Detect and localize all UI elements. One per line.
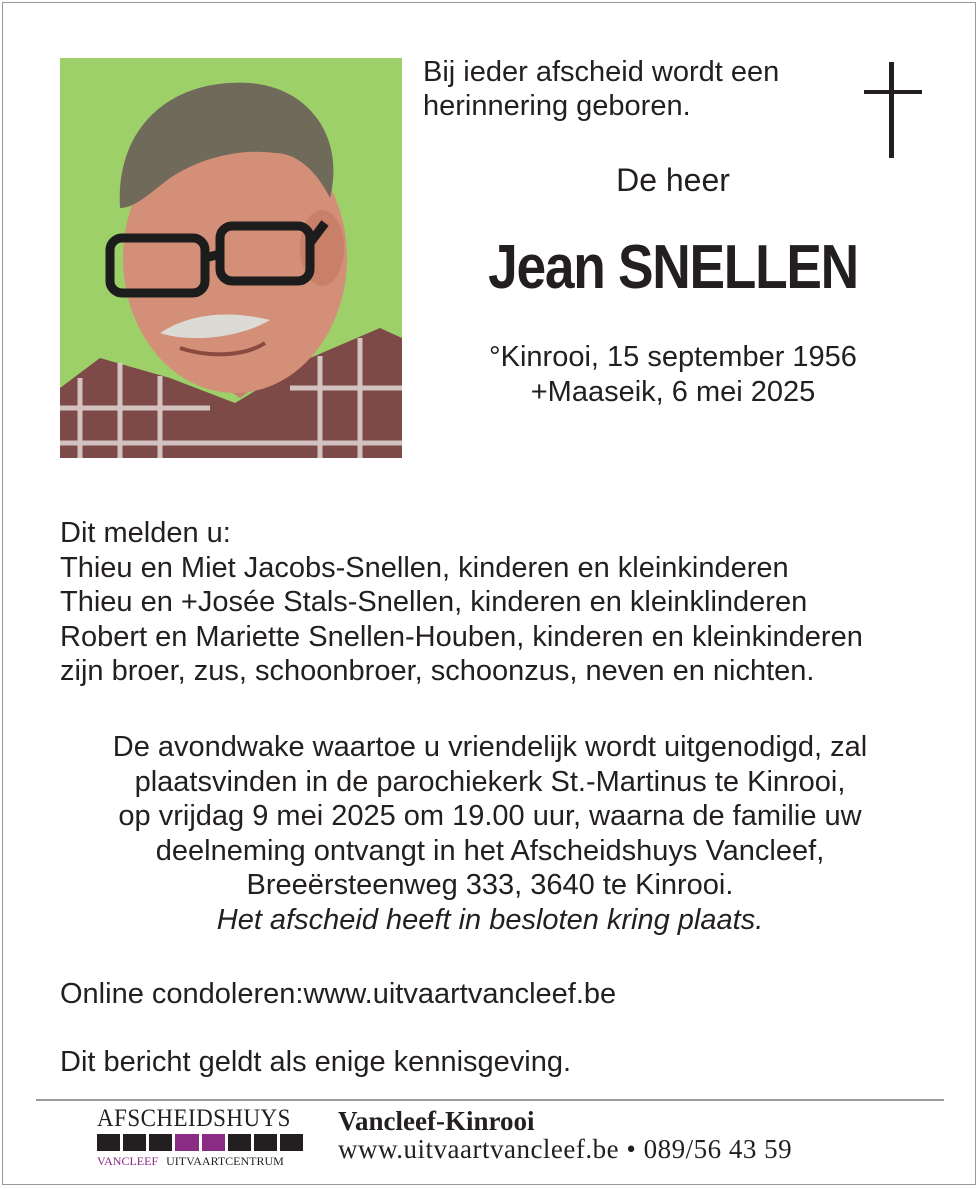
footer-company: Vancleef-Kinrooi [338,1106,535,1136]
quote-line: Bij ieder afscheid wordt een [423,56,780,88]
afscheidshuys-logo [97,1105,307,1167]
ceremony-line: deelneming ontvangt in het Afscheidshuys Vancleef, [155,834,825,867]
footer-divider [36,1099,944,1101]
memorial-quote [423,55,843,123]
death-date: +Maaseik, 6 mei 2025 [530,376,816,408]
family-announcement [60,516,960,689]
logo-title: AFSCHEIDSHUYS [97,1105,291,1132]
logo-sub-right: UITVAARTCENTRUM [166,1154,284,1168]
announcement-line: Dit melden u: [60,517,231,549]
deceased-name: Jean SNELLEN [488,233,858,302]
ceremony-line: plaatsvinden in de parochiekerk St.-Martinus te Kinrooi, [134,765,846,798]
salutation: De heer [616,162,730,198]
ceremony-line: Breeërsteenweg 333, 3640 te Kinrooi. [246,869,734,901]
online-condolence: Online condoleren:www.uitvaartvancleef.be [60,978,617,1010]
logo-bar [97,1134,303,1151]
announcement-line: Thieu en +Josée Stals-Snellen, kinderen en kleinklinderen [60,586,808,618]
announcement-line: Thieu en Miet Jacobs-Snellen, kinderen en kleinkinderen [60,551,789,584]
logo-subtitle [97,1154,284,1169]
cross-icon [864,62,922,158]
footer-contact: www.uitvaartvancleef.be • 089/56 43 59 [338,1134,793,1164]
birth-date: °Kinrooi, 15 september 1956 [489,341,857,373]
notice-text: Dit bericht geldt als enige kennisgeving. [60,1046,572,1078]
ceremony-details [60,730,920,937]
quote-line: herinnering geboren. [423,90,691,122]
life-dates [423,340,923,410]
ceremony-note: Het afscheid heeft in besloten kring plaats. [216,903,764,936]
ceremony-line: De avondwake waartoe u vriendelijk wordt uitgenodigd, zal [112,731,868,763]
logo-sub-left: VANCLEEF [97,1154,159,1168]
portrait-photo [60,58,402,458]
announcement-line: Robert en Mariette Snellen-Houben, kinderen en kleinkinderen [60,620,863,653]
ceremony-line: op vrijdag 9 mei 2025 om 19.00 uur, waarna de familie uw [118,800,862,832]
announcement-line: zijn broer, zus, schoonbroer, schoonzus, neven en nichten. [60,655,815,687]
